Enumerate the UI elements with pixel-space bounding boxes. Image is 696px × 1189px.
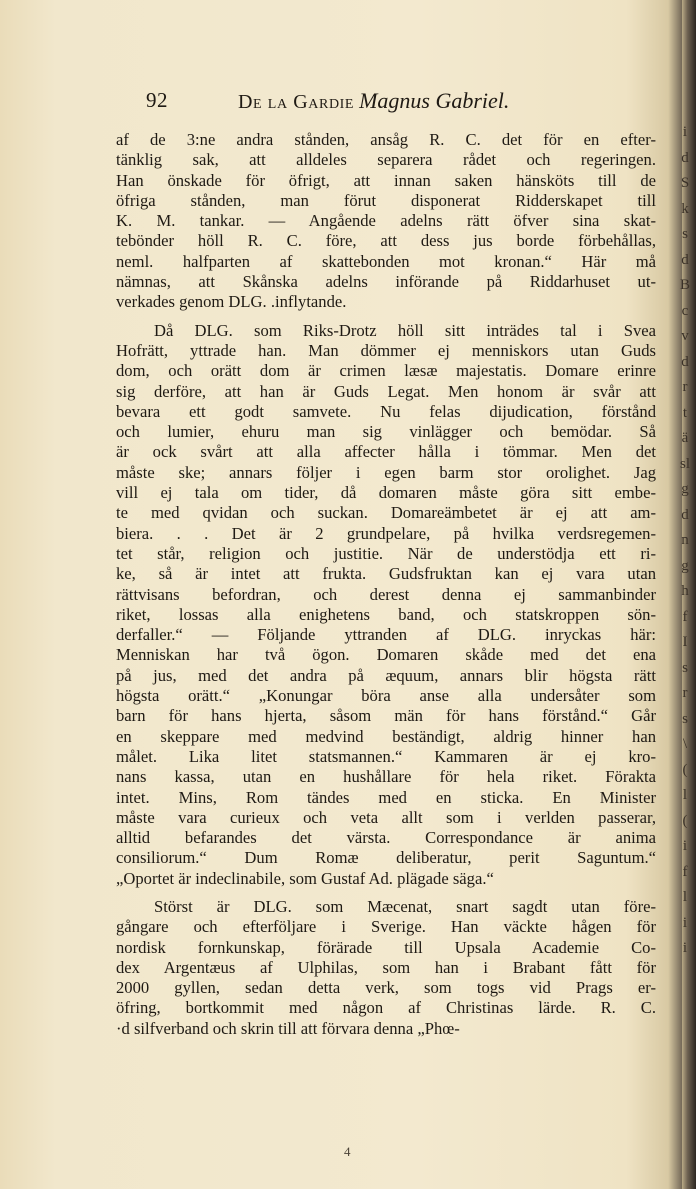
paragraph xyxy=(116,130,656,313)
text-line: högsta orätt.“ „Konungar böra anse alla undersåter som xyxy=(116,686,656,706)
text-line: tänklig sak, att alldeles separera rådet och regeringen. xyxy=(116,150,656,170)
margin-letter: f xyxy=(682,608,688,625)
text-line: neml. halfparten af skattebonden mot kronan.“ Här må xyxy=(116,251,656,271)
text-line: nans kassa, utan en hushållare för hela riket. Förakta xyxy=(116,767,656,787)
text-line: alltid befarandes det värsta. Correspondance är anima xyxy=(116,828,656,848)
text-line: måste vara curieux och veta allt som i verlden passerar, xyxy=(116,807,656,827)
margin-letter: g xyxy=(681,481,689,497)
margin-letter: v xyxy=(681,328,689,344)
text-line: riket, lossas alla enighetens band, och statskroppen sön- xyxy=(116,604,656,624)
margin-letter: d xyxy=(681,149,689,166)
margin-letter: r xyxy=(682,685,688,701)
running-head-family: De la Gardie xyxy=(238,91,355,113)
text-line: öfring, bortkommit med någon af Christinas lärde. R. C. xyxy=(116,998,656,1018)
paragraph xyxy=(116,897,656,1039)
text-line: sig derföre, att han är Guds Legat. Men honom är svår att xyxy=(116,381,656,401)
margin-letter: s xyxy=(682,226,688,242)
text-line: bevara ett godt samvete. Nu felas dijudication, förstånd xyxy=(116,401,656,421)
page-number: 92 xyxy=(146,88,168,112)
facing-page-margin-letters xyxy=(675,120,695,980)
margin-letter: k xyxy=(681,200,689,217)
paragraph xyxy=(116,321,656,889)
text-line: K. M. tankar. — Angående adelns rätt öfver sina skat- xyxy=(116,211,656,231)
text-line: en skeppare med medvind beständigt, aldrig hinner han xyxy=(116,726,656,746)
margin-letter: n xyxy=(681,532,689,548)
page-header xyxy=(146,88,666,118)
text-line: intet. Mins, Rom tändes med en sticka. En Minister xyxy=(116,787,656,807)
text-line: biera. . . Det är 2 grundpelare, på hvilka verdsregemen- xyxy=(116,523,656,543)
text-line: Hofrätt, yttrade han. Man dömmer ej menniskors utan Guds xyxy=(116,340,656,360)
text-line: 2000 gyllen, sedan detta verk, som togs vid Prags er- xyxy=(116,978,656,998)
paragraph-gap xyxy=(116,313,656,321)
text-line: Då DLG. som Riks-Drotz höll sitt inträdes tal i Svea xyxy=(154,320,656,340)
margin-letter: i xyxy=(682,124,688,140)
text-line: verkades genom DLG. .inflytande. xyxy=(116,292,347,312)
text-line: målet. Lika litet statsmannen.“ Kammaren är ej kro- xyxy=(116,746,656,766)
text-line: barn för hans hjerta, såsom män för hans förstånd.“ Går xyxy=(116,706,656,726)
text-line: vill ej tala om tider, då domaren måste göra sitt embe- xyxy=(116,483,656,503)
margin-letter: d xyxy=(681,353,689,370)
text-line: af de 3:ne andra stånden, ansåg R. C. det för en efter- xyxy=(116,130,656,149)
text-line: nämnas, att Skånska adelns införande på Riddarhuset ut- xyxy=(116,272,656,292)
margin-letter: \ xyxy=(682,736,688,752)
margin-letter: B xyxy=(679,277,690,293)
text-line: te med qvidan och suckan. Domareämbetet är ej att am- xyxy=(116,503,656,523)
running-head xyxy=(238,88,509,114)
text-line: nordisk fornkunskap, förärade till Upsala Academie Co- xyxy=(116,937,656,957)
text-line: på jus, med det andra på æquum, annars blir högsta rätt xyxy=(116,665,656,685)
text-line: Störst är DLG. som Mæcenat, snart sagdt utan före- xyxy=(154,896,656,916)
text-line: tebönder höll R. C. före, att dess jus borde förbehållas, xyxy=(116,231,656,251)
body-text xyxy=(116,130,656,1039)
margin-letter: i xyxy=(682,914,688,931)
margin-letter: ä xyxy=(681,430,689,446)
margin-letter: i xyxy=(682,940,688,956)
text-line: är ock svårt att alla affecter hålla i tömmar. Men det xyxy=(116,442,656,462)
margin-letter: c xyxy=(681,302,689,319)
margin-letter: d xyxy=(681,506,689,523)
margin-letter: I xyxy=(682,634,688,650)
margin-letter: s xyxy=(682,710,688,727)
text-line: tet står, religion och justitie. När de understödja ett ri- xyxy=(116,543,656,563)
text-line: Han önskade för öfrigt, att innan saken hänsköts till de xyxy=(116,170,656,190)
text-line: och lumier, ehuru man sig vinlägger och bemödar. Så xyxy=(116,422,656,442)
margin-letter: ( xyxy=(682,812,688,829)
text-line: consiliorum.“ Dum Romæ deliberatur, perit Saguntum.“ xyxy=(116,848,656,868)
text-line: ke, så är intet att frukta. Gudsfruktan kan ej vara utan xyxy=(116,564,656,584)
text-line: måste ske; annars följer i egen barm stor orolighet. Jag xyxy=(116,462,656,482)
text-line: dom, och orätt dom är crimen læsæ majestatis. Domare erinre xyxy=(116,361,656,381)
text-line: derfaller.“ — Följande yttranden af DLG. inryckas här: xyxy=(116,625,656,645)
running-head-name: Magnus Gabriel. xyxy=(359,88,510,113)
margin-letter: t xyxy=(682,404,688,421)
text-line: öfriga stånden, man förut disponerat Ridderskapet till xyxy=(116,190,656,210)
text-line: gångare och efterföljare i Sverige. Han väckte hågen för xyxy=(116,917,656,937)
text-line: Menniskan har två ögon. Domaren skåde med det ena xyxy=(116,645,656,665)
margin-letter: s xyxy=(682,659,688,676)
margin-letter: l xyxy=(682,787,688,803)
paragraph-gap xyxy=(116,889,656,897)
margin-letter: f xyxy=(682,863,688,880)
text-line: rättvisans befordran, och derest denna ej sammanbinder xyxy=(116,584,656,604)
signature-mark: 4 xyxy=(344,1144,351,1159)
margin-letter: l xyxy=(682,889,688,905)
margin-letter: r xyxy=(682,379,688,395)
margin-letter: S xyxy=(680,175,690,191)
text-line: dex Argentæus af Ulphilas, som han i Brabant fått för xyxy=(116,957,656,977)
margin-letter: i xyxy=(682,838,688,854)
margin-letter: g xyxy=(681,557,689,574)
text-line: „Oportet är indeclinabile, som Gustaf Ad. plägade säga.“ xyxy=(116,868,494,888)
margin-letter: sl xyxy=(679,455,690,472)
text-line: ·d silfverband och skrin till att förvara denna „Phœ- xyxy=(116,1018,460,1038)
margin-letter: h xyxy=(681,583,689,599)
margin-letter: d xyxy=(681,251,689,268)
margin-letter: ( xyxy=(682,761,688,778)
